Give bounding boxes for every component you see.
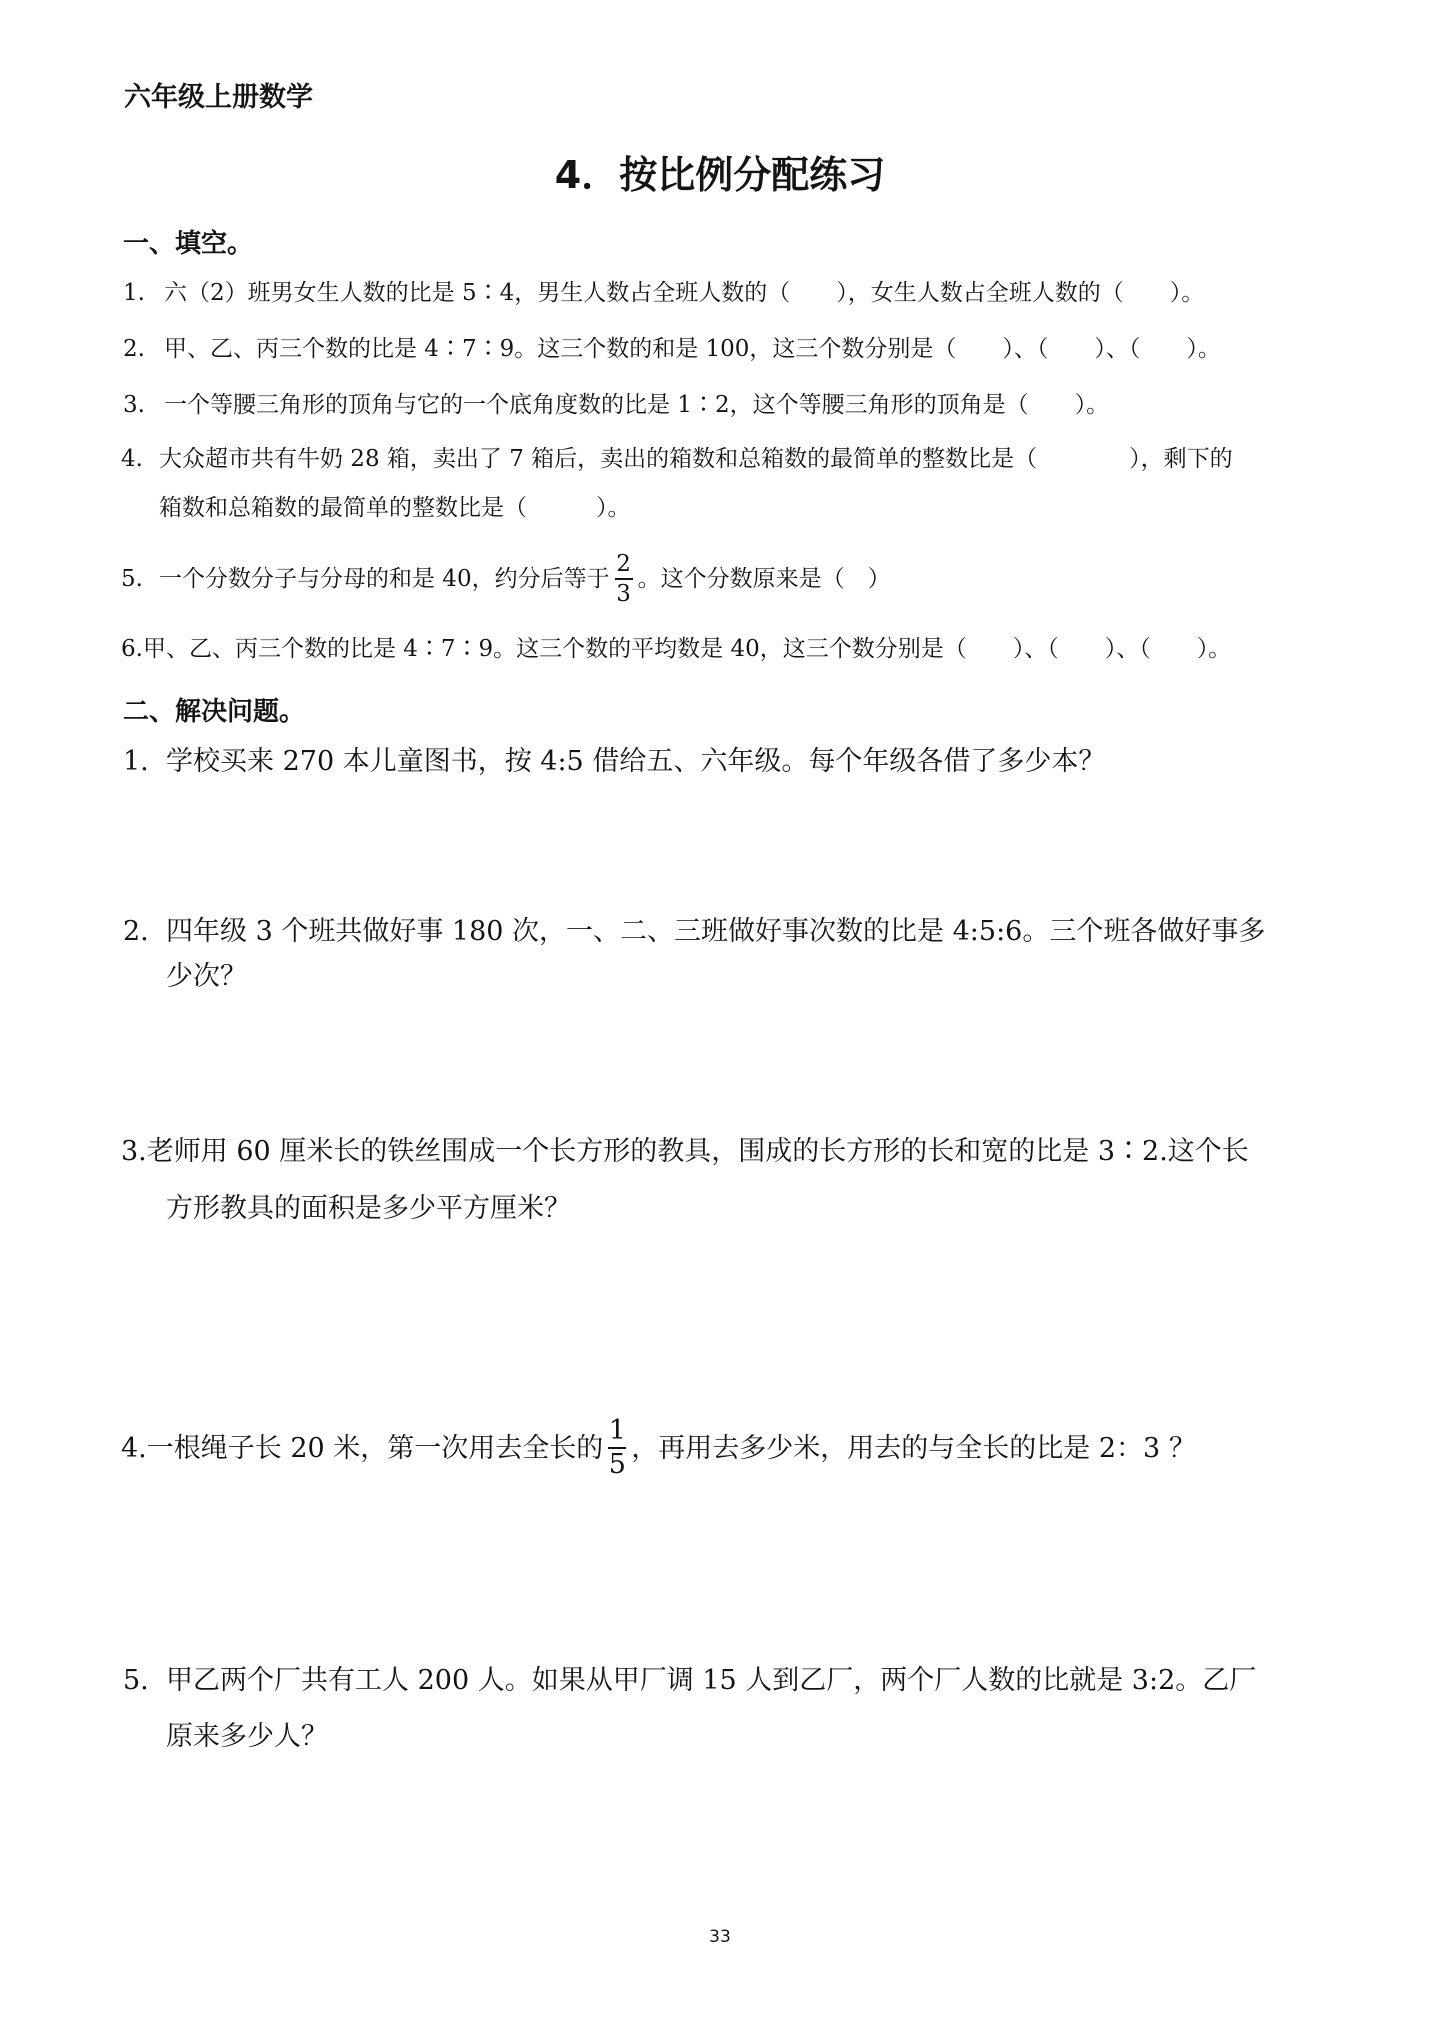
problem-number: 5. [123, 1665, 149, 1696]
word-problem-3-continued [166, 1195, 571, 1222]
problem-text-line-1: 甲乙两个厂共有工人 200 人。如果从甲厂调 15 人到乙厂，两个厂人数的比就是 3:2。乙厂 [166, 1665, 1257, 1696]
fill-blank-question-5 [121, 552, 891, 606]
question-text: 六（2）班男女生人数的比是 5∶4，男生人数占全班人数的（ ），女生人数占全班人数的（ ）。 [164, 280, 1205, 306]
section-heading-fill-blank: 一、填空。 [123, 229, 254, 259]
question-text-before: 一个分数分子与分母的和是 40，约分后等于 [159, 565, 610, 592]
fraction-denominator: 5 [608, 1449, 626, 1481]
question-text-after: 。这个分数原来是（ ） [637, 565, 891, 592]
fill-blank-question-4-continued [159, 497, 631, 520]
fill-blank-question-6 [121, 638, 1231, 661]
question-text: 一个等腰三角形的顶角与它的一个底角度数的比是 1∶2，这个等腰三角形的顶角是（ ）。 [164, 392, 1110, 418]
word-problem-3 [121, 1138, 1249, 1165]
problem-text-line-2: 原来多少人？ [166, 1721, 328, 1752]
fill-blank-question-4 [121, 448, 1233, 471]
fill-blank-question-1 [123, 282, 1204, 305]
question-number: 3. [123, 392, 145, 418]
fraction-denominator: 3 [615, 578, 633, 606]
question-number: 5. [121, 565, 143, 592]
question-number: 1. [123, 280, 145, 306]
problem-text-before: 一根绳子长 20 米，第一次用去全长的 [146, 1432, 604, 1464]
word-problem-5-continued [166, 1723, 328, 1750]
problem-text-line-1: 四年级 3 个班共做好事 180 次，一、二、三班做好事次数的比是 4:5:6。三个班各做好事多 [166, 916, 1266, 947]
problem-number: 3. [121, 1136, 147, 1167]
fraction [608, 1417, 626, 1480]
section-heading-problem-solving: 二、解决问题。 [123, 697, 306, 727]
problem-text-line-2: 少次？ [166, 961, 247, 992]
problem-text: 学校买来 270 本儿童图书，按 4:5 借给五、六年级。每个年级各借了多少本？ [166, 746, 1106, 777]
question-text-line-1: 大众超市共有牛奶 28 箱，卖出了 7 箱后，卖出的箱数和总箱数的最简单的整数比是（ ），剩下的 [159, 446, 1233, 472]
problem-number: 2. [123, 916, 149, 947]
fraction-numerator: 2 [616, 551, 631, 577]
worksheet-title: 4．按比例分配练习 [554, 153, 886, 197]
word-problem-5 [123, 1667, 1256, 1694]
word-problem-2-continued [166, 963, 247, 990]
problem-number: 4. [121, 1432, 147, 1464]
problem-text-line-1: 老师用 60 厘米长的铁丝围成一个长方形的教具，围成的长方形的长和宽的比是 3∶2.这个长 [146, 1136, 1249, 1167]
fraction-numerator: 1 [608, 1415, 626, 1446]
word-problem-4 [121, 1417, 1196, 1480]
question-text: 甲、乙、丙三个数的比是 4∶7∶9。这三个数的平均数是 40，这三个数分别是（ ）、（ ）、（ ）。 [142, 636, 1232, 662]
word-problem-2 [123, 918, 1265, 945]
question-number: 6. [121, 636, 143, 662]
problem-text-line-2: 方形教具的面积是多少平方厘米？ [166, 1193, 571, 1224]
question-text: 甲、乙、丙三个数的比是 4∶7∶9。这三个数的和是 100，这三个数分别是（ ）、（ ）、（ ）。 [164, 336, 1221, 362]
question-number: 2. [123, 336, 145, 362]
problem-number: 1. [123, 746, 149, 777]
fill-blank-question-2 [123, 338, 1221, 361]
header-subject: 六年级上册数学 [124, 82, 313, 113]
question-text-line-2: 箱数和总箱数的最简单的整数比是（ ）。 [159, 495, 631, 521]
question-number: 4. [121, 446, 143, 472]
fraction [615, 552, 633, 606]
fill-blank-question-3 [123, 394, 1109, 417]
page-number: 33 [709, 1927, 731, 1947]
problem-text-after: ，再用去多少米，用去的与全长的比是 2：3 ？ [631, 1432, 1196, 1464]
word-problem-1 [123, 748, 1105, 775]
